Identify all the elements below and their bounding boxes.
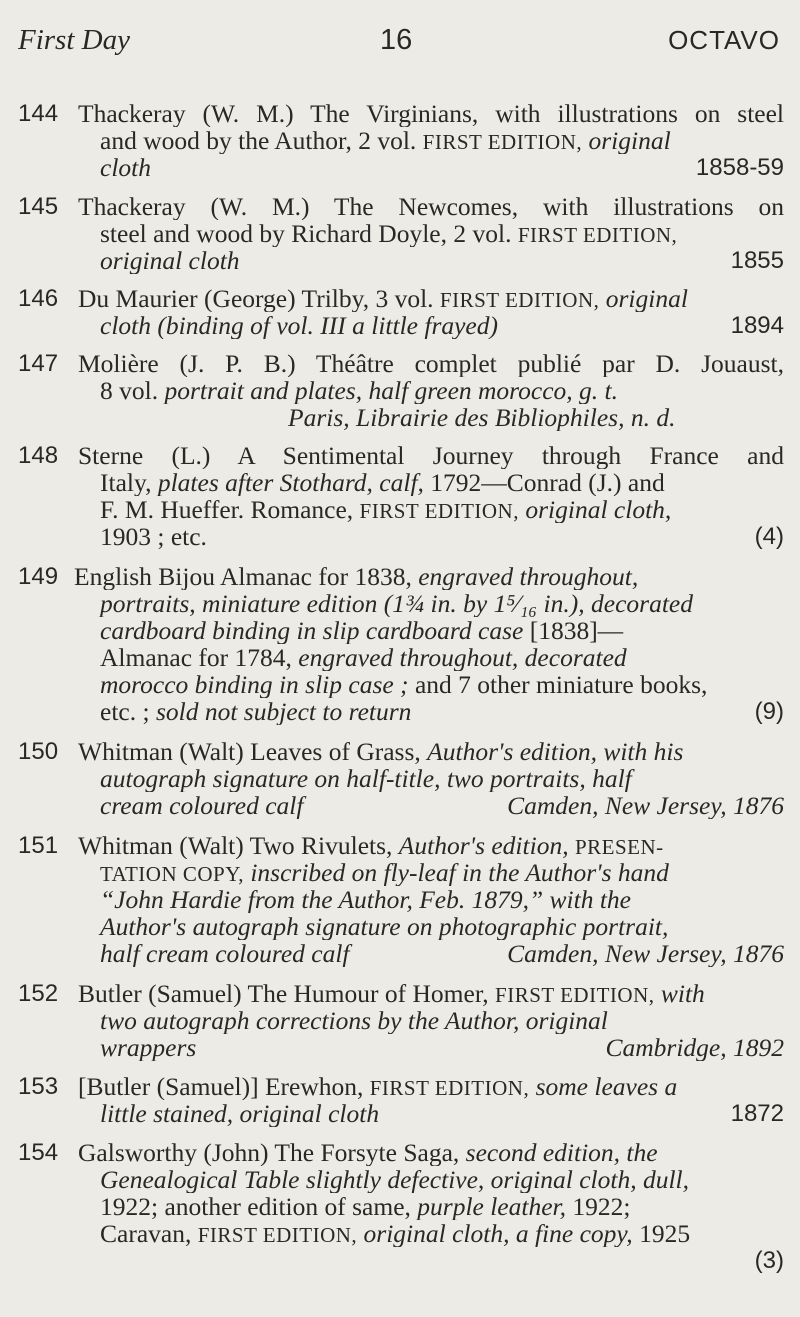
lot-description: Sterne (L.) A Sentimental Journey through France and Italy, plates after Stothard, calf, 1792—Conrad (J.) and F. M. Hueffer. Romance, FIRST EDITION, original cloth, 1903 ; etc. (4) bbox=[78, 442, 784, 550]
lot-description: Whitman (Walt) Leaves of Grass, Author's edition, with his autograph signature on half-title, two portraits, half cream coloured calf Camden, New Jersey, 1876 bbox=[78, 738, 784, 819]
lot-description: Galsworthy (John) The Forsyte Saga, second edition, the Genealogical Table slightly defective, original cloth, dull, 1922; another edition of same, purple leather, 1922; Caravan, FIRST EDITION, original cloth, a fine copy, 1925 (3) bbox=[78, 1139, 784, 1274]
lot-date: 1872 bbox=[730, 1100, 784, 1127]
running-header bbox=[0, 22, 800, 58]
lot-number: 148 bbox=[18, 442, 59, 469]
lot-number: 150 bbox=[18, 738, 59, 765]
lot-number: 153 bbox=[18, 1073, 59, 1100]
lot-count: (4) bbox=[754, 523, 784, 550]
lot-date: 1858-59 bbox=[695, 154, 784, 181]
lot-description: Thackeray (W. M.) The Virginians, with illustrations on steel and wood by the Author, 2 vol. FIRST EDITION, original cloth 1858-59 bbox=[78, 100, 784, 181]
lot-number: 149 bbox=[18, 563, 59, 590]
lot-description: [Butler (Samuel)] Erewhon, FIRST EDITION, some leaves a little stained, original cloth 1872 bbox=[78, 1073, 784, 1127]
lot-imprint: Cambridge, 1892 bbox=[605, 1034, 784, 1061]
section-label: OCTAVO bbox=[668, 25, 780, 55]
sale-day-label: First Day bbox=[18, 24, 130, 56]
lot-imprint: Camden, New Jersey, 1876 bbox=[507, 940, 784, 967]
lot-date: 1855 bbox=[730, 247, 784, 274]
lot-description: Molière (J. P. B.) Théâtre complet publié par D. Jouaust, 8 vol. portrait and plates, half green morocco, g. t. Paris, Librairie des Bibliophiles, n. d. bbox=[78, 350, 784, 431]
lot-number: 145 bbox=[18, 193, 59, 220]
lot-number: 152 bbox=[18, 980, 59, 1007]
lot-description: English Bijou Almanac for 1838, engraved throughout, portraits, miniature edition (1¾ in. by 1⁵⁄₁₆ in.), decorated cardboard binding in slip cardboard case [1838]— Almanac for 1784, engraved throughout, decorated morocco binding in slip case ; and 7 other miniature books, etc. ; sold not subject to return (9) bbox=[74, 563, 784, 725]
lot-count: (3) bbox=[754, 1247, 784, 1274]
lot-number: 146 bbox=[18, 285, 59, 312]
lot-number: 151 bbox=[18, 832, 59, 859]
lot-imprint: Camden, New Jersey, 1876 bbox=[507, 792, 784, 819]
lot-description: Whitman (Walt) Two Rivulets, Author's edition, PRESEN- TATION COPY, inscribed on fly-leaf in the Author's hand “John Hardie from the Author, Feb. 1879,” with the Author's autograph signature on photographic portrait, half cream coloured calf Camden, New Jersey, 1876 bbox=[78, 832, 784, 967]
lot-date: 1894 bbox=[730, 312, 784, 339]
lot-description: Du Maurier (George) Trilby, 3 vol. FIRST EDITION, original cloth (binding of vol. III a little frayed) 1894 bbox=[78, 285, 784, 339]
page-number: 16 bbox=[380, 24, 413, 56]
lot-description: Butler (Samuel) The Humour of Homer, FIRST EDITION, with two autograph corrections by the Author, original wrappers Cambridge, 1892 bbox=[78, 980, 784, 1061]
lot-number: 144 bbox=[18, 100, 59, 127]
lot-number: 154 bbox=[18, 1139, 59, 1166]
lot-description: Thackeray (W. M.) The Newcomes, with illustrations on steel and wood by Richard Doyle, 2 vol. FIRST EDITION, original cloth 1855 bbox=[78, 193, 784, 274]
lot-number: 147 bbox=[18, 350, 59, 377]
lot-count: (9) bbox=[754, 698, 784, 725]
